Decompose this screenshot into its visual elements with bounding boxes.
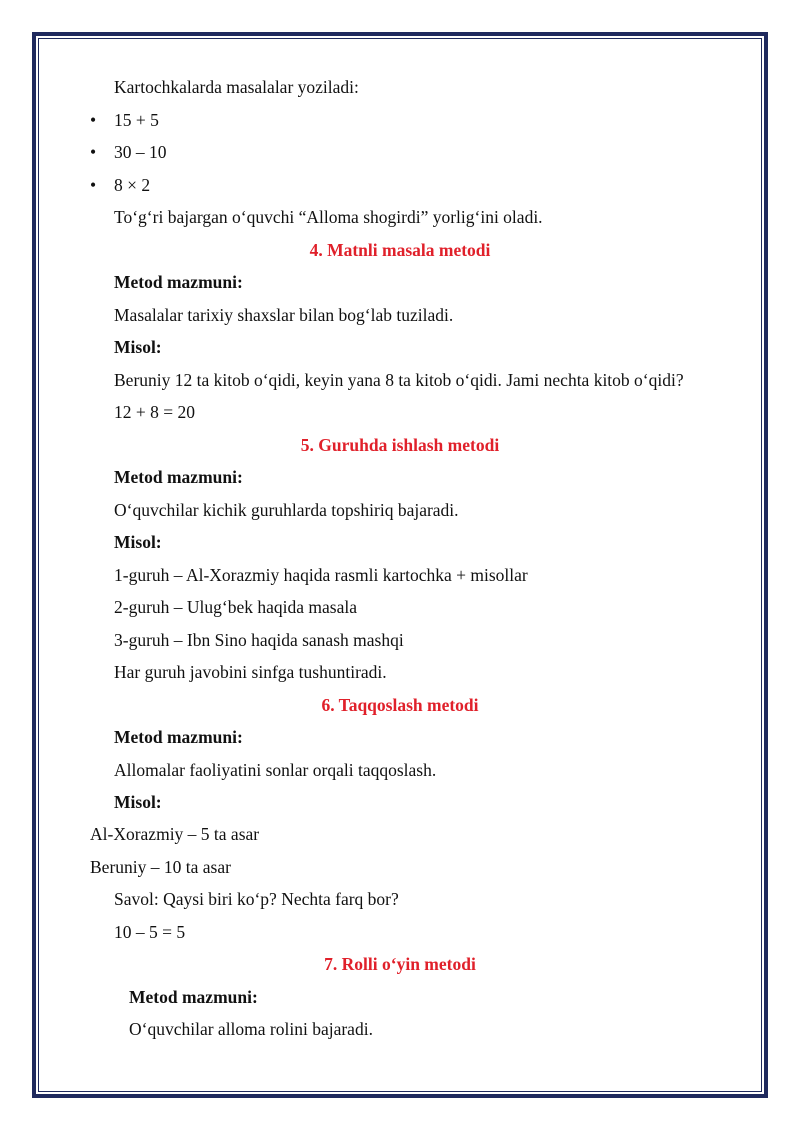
- example-label: Misol:: [114, 337, 162, 357]
- section-heading: 4. Matnli masala metodi: [309, 240, 491, 260]
- comparison-item: Beruniy – 10 ta asar: [90, 857, 231, 877]
- group-item: 3-guruh – Ibn Sino haqida sanash mashqi: [114, 630, 404, 650]
- list-item-text: 30 – 10: [114, 142, 167, 162]
- comparison-item: Al-Xorazmiy – 5 ta asar: [90, 824, 260, 844]
- group-item: 1-guruh – Al-Xorazmiy haqida rasmli kartochka + misollar: [114, 565, 528, 585]
- example-label: Misol:: [114, 532, 162, 552]
- list-item-text: 15 + 5: [114, 110, 159, 130]
- list-item: [0, 169, 800, 201]
- answer-text: 10 – 5 = 5: [114, 922, 186, 942]
- content-text: O‘quvchilar alloma rolini bajaradi.: [129, 1019, 373, 1039]
- example-text: Beruniy 12 ta kitob o‘qidi, keyin yana 8 ta kitob o‘qidi. Jami nechta kitob o‘qidi?: [114, 370, 684, 390]
- group-item: 2-guruh – Ulug‘bek haqida masala: [114, 597, 357, 617]
- bullet-icon: •: [90, 110, 97, 130]
- reward-text: To‘g‘ri bajargan o‘quvchi “Alloma shogirdi” yorlig‘ini oladi.: [114, 207, 543, 227]
- example-label: Misol:: [114, 792, 162, 812]
- answer-text: 12 + 8 = 20: [114, 402, 195, 422]
- section-heading: 6. Taqqoslash metodi: [321, 695, 479, 715]
- content-label: Metod mazmuni:: [114, 727, 243, 747]
- content-text: Masalalar tarixiy shaxslar bilan bog‘lab tuziladi.: [114, 305, 454, 325]
- bullet-icon: •: [90, 142, 97, 162]
- content-label: Metod mazmuni:: [114, 272, 243, 292]
- content-label: Metod mazmuni:: [129, 987, 258, 1007]
- intro-text: Kartochkalarda masalalar yoziladi:: [114, 77, 359, 97]
- closing-text: Har guruh javobini sinfga tushuntiradi.: [114, 662, 387, 682]
- list-item: [0, 136, 800, 168]
- section-heading: 5. Guruhda ishlash metodi: [300, 435, 500, 455]
- content-text: Allomalar faoliyatini sonlar orqali taqqoslash.: [114, 760, 437, 780]
- content-label: Metod mazmuni:: [114, 467, 243, 487]
- list-item: [0, 104, 800, 136]
- question-text: Savol: Qaysi biri ko‘p? Nechta farq bor?: [114, 889, 399, 909]
- section-heading: 7. Rolli o‘yin metodi: [324, 954, 476, 974]
- content-text: O‘quvchilar kichik guruhlarda topshiriq bajaradi.: [114, 500, 459, 520]
- bullet-icon: •: [90, 175, 97, 195]
- list-item-text: 8 × 2: [114, 175, 151, 195]
